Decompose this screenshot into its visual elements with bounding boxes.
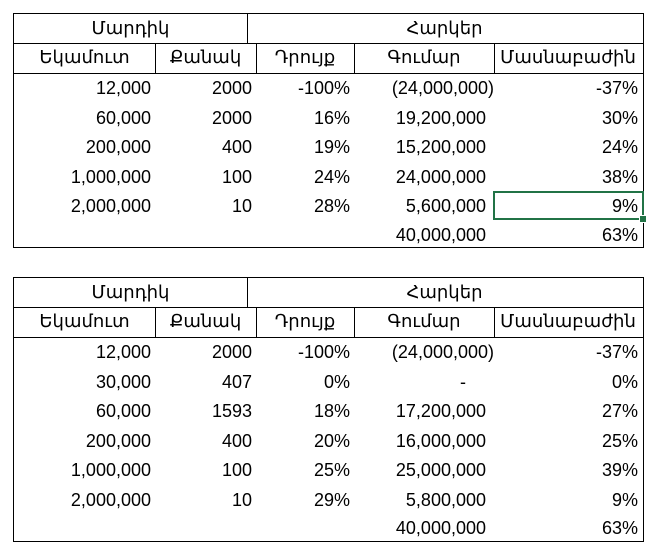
cell-count[interactable]: 407 — [221, 371, 252, 392]
cell-amount[interactable]: (24,000,000) — [391, 342, 494, 362]
cell-rate[interactable]: 28% — [313, 196, 350, 216]
total-share[interactable]: 63% — [601, 518, 638, 538]
header-count[interactable]: Քանակ — [169, 47, 242, 67]
column-header-row — [14, 43, 643, 73]
total-amount[interactable]: 40,000,000 — [395, 224, 486, 245]
cell-selection-box — [493, 191, 644, 220]
total-amount[interactable]: 40,000,000 — [395, 518, 486, 538]
header-income[interactable]: Եկամուտ — [39, 311, 130, 331]
cell-amount[interactable]: 19,200,000 — [395, 107, 486, 128]
cell-rate[interactable]: 0% — [323, 371, 350, 392]
cell-rate[interactable]: 20% — [313, 430, 350, 451]
cell-amount[interactable]: 5,800,000 — [405, 489, 486, 510]
fill-handle[interactable] — [639, 215, 647, 223]
header-rate[interactable]: Դրույք — [274, 47, 336, 67]
cell-income[interactable]: 2,000,000 — [70, 196, 151, 216]
cell-amount[interactable]: 17,200,000 — [395, 401, 486, 421]
cell-amount[interactable]: 15,200,000 — [395, 137, 486, 157]
cell-count[interactable]: 400 — [221, 137, 252, 157]
cell-share[interactable]: 0% — [611, 371, 638, 392]
cell-amount[interactable]: 25,000,000 — [395, 460, 486, 480]
cell-count[interactable]: 100 — [221, 460, 252, 480]
table-row — [14, 104, 643, 134]
group-header-taxes[interactable]: Հարկեր — [406, 18, 483, 38]
cell-count[interactable]: 100 — [221, 166, 252, 187]
cell-rate[interactable]: 24% — [313, 166, 350, 187]
cell-income[interactable]: 30,000 — [95, 371, 151, 392]
group-header-people[interactable]: Մարդիկ — [91, 18, 170, 38]
cell-count[interactable]: 2000 — [211, 78, 252, 98]
cell-rate[interactable]: 16% — [313, 107, 350, 128]
cell-count[interactable]: 10 — [231, 489, 252, 510]
group-header-row — [14, 278, 643, 308]
cell-income[interactable]: 1,000,000 — [70, 460, 151, 480]
tax-table-2 — [13, 277, 644, 542]
cell-rate[interactable]: 19% — [313, 137, 350, 157]
cell-rate[interactable]: 25% — [313, 460, 350, 480]
cell-count[interactable]: 10 — [231, 196, 252, 216]
cell-share[interactable]: 30% — [601, 107, 638, 128]
cell-rate[interactable]: -100% — [297, 342, 350, 362]
cell-count[interactable]: 2000 — [211, 107, 252, 128]
cell-income[interactable]: 12,000 — [95, 78, 151, 98]
cell-share[interactable]: -37% — [595, 342, 638, 362]
total-row — [14, 221, 643, 251]
header-income[interactable]: Եկամուտ — [39, 47, 130, 67]
cell-income[interactable]: 12,000 — [95, 342, 151, 362]
cell-share[interactable]: 39% — [601, 460, 638, 480]
group-header-taxes[interactable]: Հարկեր — [406, 282, 483, 302]
cell-share[interactable]: 27% — [601, 401, 638, 421]
table-row — [14, 74, 643, 104]
cell-share[interactable]: 9% — [611, 489, 638, 510]
cell-rate[interactable]: -100% — [297, 78, 350, 98]
table-row — [14, 397, 643, 427]
table-row — [14, 338, 643, 368]
header-rate[interactable]: Դրույք — [274, 311, 336, 331]
cell-income[interactable]: 60,000 — [95, 401, 151, 421]
header-amount[interactable]: Գումար — [387, 47, 461, 67]
cell-income[interactable]: 1,000,000 — [70, 166, 151, 187]
header-count[interactable]: Քանակ — [169, 311, 242, 331]
header-share[interactable]: Մասնաբաժին — [500, 47, 636, 67]
header-amount[interactable]: Գումար — [387, 311, 461, 331]
cell-amount[interactable]: 16,000,000 — [395, 430, 486, 451]
cell-count[interactable]: 400 — [221, 430, 252, 451]
column-header-row — [14, 307, 643, 337]
cell-share-selected[interactable]: 9% — [611, 196, 638, 216]
cell-income[interactable]: 60,000 — [95, 107, 151, 128]
cell-count[interactable]: 1593 — [211, 401, 252, 421]
cell-share[interactable]: 25% — [601, 430, 638, 451]
table-row — [14, 456, 643, 486]
cell-share[interactable]: 38% — [601, 166, 638, 187]
table-row — [14, 427, 643, 457]
total-row — [14, 514, 643, 544]
table-row — [14, 163, 643, 193]
tax-table-1 — [13, 13, 644, 248]
cell-amount[interactable]: - — [460, 371, 466, 392]
cell-share[interactable]: -37% — [595, 78, 638, 98]
group-header-row — [14, 14, 643, 44]
table-row — [14, 133, 643, 163]
cell-share[interactable]: 24% — [601, 137, 638, 157]
cell-rate[interactable]: 18% — [313, 401, 350, 421]
cell-count[interactable]: 2000 — [211, 342, 252, 362]
table-row — [14, 368, 643, 398]
total-share[interactable]: 63% — [601, 224, 638, 245]
cell-income[interactable]: 200,000 — [85, 137, 151, 157]
header-share[interactable]: Մասնաբաժին — [500, 311, 636, 331]
group-header-people[interactable]: Մարդիկ — [91, 282, 170, 302]
cell-amount[interactable]: 24,000,000 — [395, 166, 486, 187]
cell-amount[interactable]: (24,000,000) — [391, 78, 494, 98]
table-row — [14, 486, 643, 516]
cell-income[interactable]: 200,000 — [85, 430, 151, 451]
cell-income[interactable]: 2,000,000 — [70, 489, 151, 510]
cell-amount[interactable]: 5,600,000 — [405, 196, 486, 216]
cell-rate[interactable]: 29% — [313, 489, 350, 510]
